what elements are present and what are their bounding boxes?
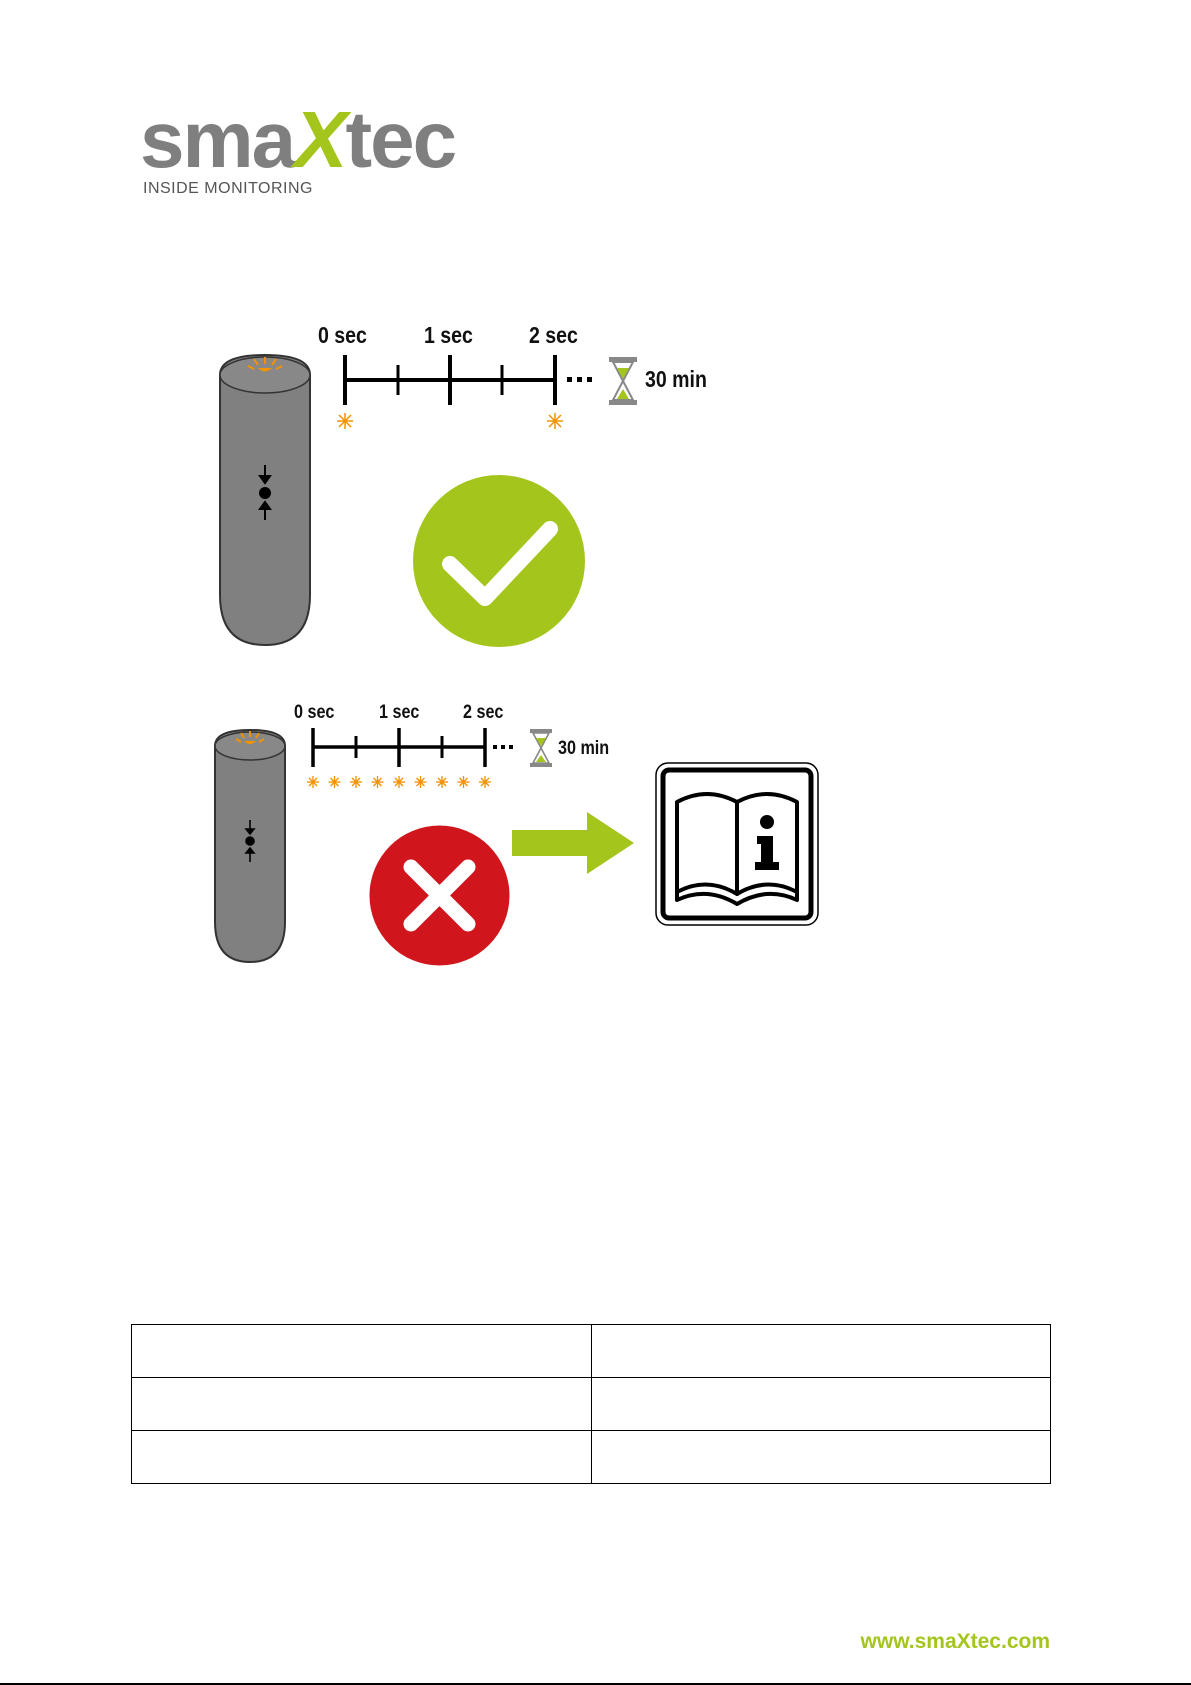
blink-icon	[307, 776, 319, 788]
logo-x-mark: X	[294, 95, 346, 184]
manual-info-icon	[655, 762, 819, 926]
blink-icon	[329, 776, 341, 788]
logo-wordmark: smaXtec	[140, 95, 456, 184]
footer-url[interactable]: www.smaXtec.com	[860, 1630, 1050, 1653]
x-circle-icon	[369, 825, 510, 966]
table-row	[132, 1378, 1051, 1431]
timeline-label-1: 1 sec	[379, 702, 420, 723]
blink-icon	[458, 776, 470, 788]
ellipsis-icon	[493, 745, 513, 749]
timeline-ruler	[305, 725, 520, 795]
table-cell	[591, 1431, 1051, 1484]
hourglass-icon	[607, 355, 639, 407]
arrow-right-icon	[512, 810, 635, 876]
table-cell	[132, 1378, 592, 1431]
timeline-label-0: 0 sec	[294, 702, 335, 723]
bolus-sensor-icon	[211, 722, 289, 967]
blink-icon	[372, 776, 384, 788]
check-circle-icon	[412, 474, 586, 648]
table-cell	[591, 1378, 1051, 1431]
blink-icon	[337, 413, 353, 429]
table-cell	[132, 1431, 592, 1484]
timeline-label-1: 1 sec	[424, 322, 473, 348]
table-cell	[591, 1325, 1051, 1378]
timeline-label-2: 2 sec	[463, 702, 504, 723]
timeline-label-0: 0 sec	[318, 322, 367, 348]
duration-label: 30 min	[645, 366, 707, 392]
logo-tagline: INSIDE MONITORING	[143, 180, 313, 197]
empty-table	[131, 1324, 1051, 1484]
timeline-ruler	[335, 350, 595, 435]
timeline-label-2: 2 sec	[529, 322, 578, 348]
table-row	[132, 1325, 1051, 1378]
duration-label: 30 min	[558, 738, 610, 759]
table-cell	[132, 1325, 592, 1378]
blink-icon	[436, 776, 448, 788]
blink-icon	[350, 776, 362, 788]
bolus-sensor-icon	[215, 345, 315, 650]
blink-row	[307, 776, 491, 788]
hourglass-icon	[528, 727, 554, 769]
blink-icon	[479, 776, 491, 788]
table-row	[132, 1431, 1051, 1484]
blink-icon	[393, 776, 405, 788]
blink-icon	[415, 776, 427, 788]
blink-icon	[547, 413, 563, 429]
ellipsis-icon	[567, 377, 592, 382]
